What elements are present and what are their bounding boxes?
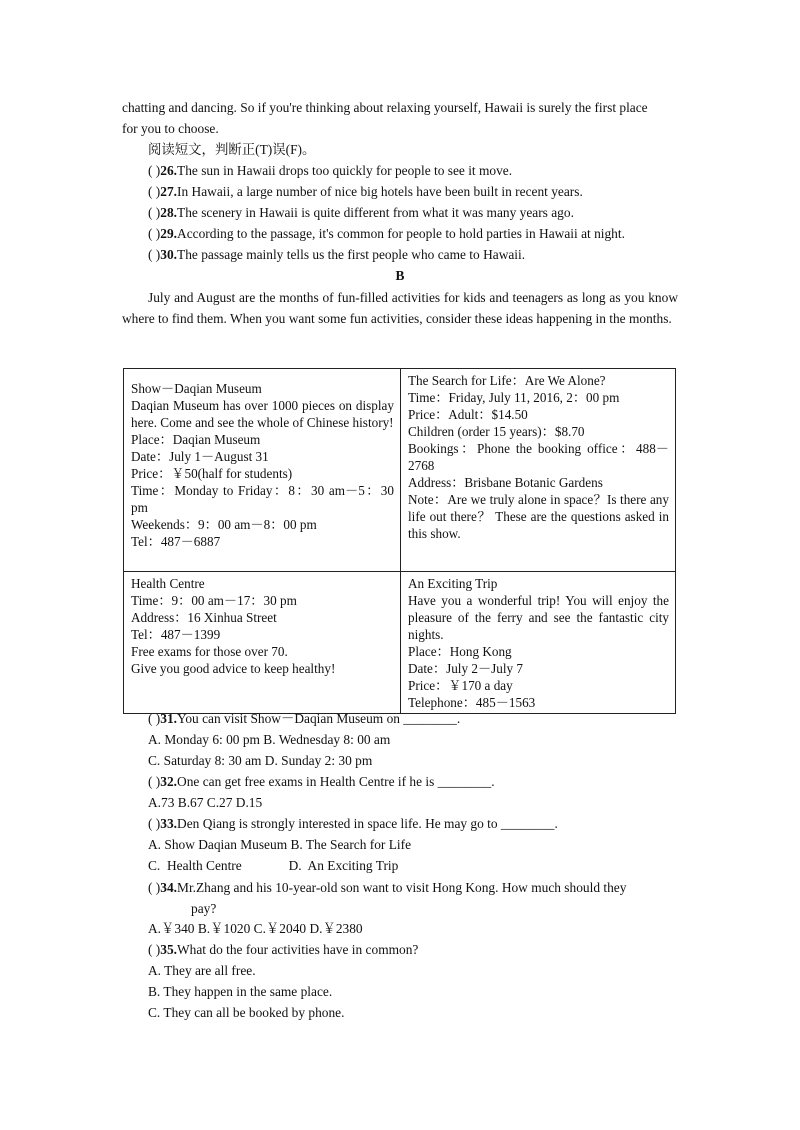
mc-question-32 xyxy=(148,772,495,792)
ad-exams: Free exams for those over 70. xyxy=(131,644,288,659)
ad-price: Price：￥170 a day xyxy=(408,678,513,693)
ad-tel: Tel：487－1399 xyxy=(131,627,221,642)
mc-option-35-b: B. They happen in the same place. xyxy=(148,984,333,999)
tf-question-26 xyxy=(148,161,512,181)
intro-line-1: chatting and dancing. So if you're thinking about relaxing yourself, Hawaii is surely the first place xyxy=(122,100,648,115)
mc-options-31-ab: A. Monday 6: 00 pm B. Wednesday 8: 00 am xyxy=(148,732,391,747)
ad-exciting-trip xyxy=(401,572,676,714)
answer-blank[interactable]: ( ) xyxy=(148,163,161,178)
tf-question-29 xyxy=(148,224,625,244)
intro-line-2: for you to choose. xyxy=(122,121,219,136)
section-b-passage: July and August are the months of fun-filled activities for kids and teenagers as long as you know where to find them. When you want some fun activities, consider these ideas happening in the months. xyxy=(122,290,678,326)
question-text: What do the four activities have in common? xyxy=(177,942,419,957)
question-text: Mr.Zhang and his 10-year-old son want to visit Hong Kong. How much should they xyxy=(177,880,627,895)
mc-question-34 xyxy=(148,877,678,919)
ad-tel: Tel：487－6887 xyxy=(131,534,221,549)
ad-price: Price：Adult：$14.50 xyxy=(408,407,528,422)
ad-health-centre xyxy=(124,572,401,714)
tf-instruction: 阅读短文，判断正(T)误(F)。 xyxy=(148,142,316,157)
mc-question-33 xyxy=(148,814,558,834)
question-text: Den Qiang is strongly interested in space life. He may go to ________. xyxy=(177,816,558,831)
question-text: The passage mainly tells us the first people who came to Hawaii. xyxy=(177,247,526,262)
answer-blank[interactable]: ( ) xyxy=(148,247,161,262)
ad-bookings: Bookings：Phone the booking office：488－2768 xyxy=(408,441,669,473)
question-number: 34. xyxy=(160,880,178,895)
ad-time: Time：Monday to Friday：8：30 am－5：30 pm xyxy=(131,483,394,515)
answer-blank[interactable]: ( ) xyxy=(148,226,161,241)
ad-title: Health Centre xyxy=(131,576,205,591)
question-number: 33. xyxy=(160,816,178,831)
mc-options-33-ab: A. Show Daqian Museum B. The Search for Life xyxy=(148,837,412,852)
question-text: According to the passage, it's common for people to hold parties in Hawaii at night. xyxy=(177,226,625,241)
ad-date: Date：July 1－August 31 xyxy=(131,449,269,464)
question-text: In Hawaii, a large number of nice big hotels have been built in recent years. xyxy=(177,184,583,199)
ad-note: Note：Are we truly alone in space？Is there any life out there？ These are the questions asked in this show. xyxy=(408,492,669,541)
mc-option-35-a: A. They are all free. xyxy=(148,963,256,978)
answer-blank[interactable]: ( ) xyxy=(148,942,161,957)
question-number: 31. xyxy=(160,711,178,726)
mc-question-35 xyxy=(148,940,418,960)
question-text-continued: pay? xyxy=(191,901,217,916)
answer-blank[interactable]: ( ) xyxy=(148,880,161,895)
question-number: 27. xyxy=(160,184,178,199)
ad-address: Address：Brisbane Botanic Gardens xyxy=(408,475,603,490)
ad-place: Place：Hong Kong xyxy=(408,644,512,659)
ad-weekends: Weekends：9：00 am－8：00 pm xyxy=(131,517,317,532)
ad-advice: Give you good advice to keep healthy! xyxy=(131,661,336,676)
mc-options-32: A.73 B.67 C.27 D.15 xyxy=(148,795,263,810)
mc-question-31 xyxy=(148,709,460,729)
ad-search-for-life xyxy=(401,369,676,572)
answer-blank[interactable]: ( ) xyxy=(148,816,161,831)
tf-question-27 xyxy=(148,182,583,202)
question-text: One can get free exams in Health Centre if he is ________. xyxy=(177,774,495,789)
question-text: The scenery in Hawaii is quite different from what it was many years ago. xyxy=(177,205,574,220)
mc-option-35-c: C. They can all be booked by phone. xyxy=(148,1005,345,1020)
mc-options-33-cd: C. Health Centre D. An Exciting Trip xyxy=(148,858,399,873)
activities-table xyxy=(123,368,676,714)
answer-blank[interactable]: ( ) xyxy=(148,711,161,726)
ad-description: Have you a wonderful trip! You will enjoy the pleasure of the ferry and see the fantastic city nights. xyxy=(408,593,669,642)
question-text: The sun in Hawaii drops too quickly for people to see it move. xyxy=(177,163,513,178)
mc-options-34: A.￥340 B.￥1020 C.￥2040 D.￥2380 xyxy=(148,921,363,936)
ad-time: Time：Friday, July 11, 2016, 2：00 pm xyxy=(408,390,620,405)
ad-show-daqian xyxy=(124,369,401,572)
tf-question-28 xyxy=(148,203,574,223)
section-heading-b: B xyxy=(395,268,405,283)
question-text: You can visit Show－Daqian Museum on ________. xyxy=(177,711,461,726)
ad-title: Show－Daqian Museum xyxy=(131,381,262,396)
ad-price: Price：￥50(half for students) xyxy=(131,466,293,481)
mc-options-31-cd: C. Saturday 8: 30 am D. Sunday 2: 30 pm xyxy=(148,753,373,768)
question-number: 26. xyxy=(160,163,178,178)
question-number: 28. xyxy=(160,205,178,220)
question-number: 30. xyxy=(160,247,178,262)
ad-address: Address：16 Xinhua Street xyxy=(131,610,277,625)
tf-question-30 xyxy=(148,245,525,265)
question-number: 29. xyxy=(160,226,178,241)
ad-children-price: Children (order 15 years)：$8.70 xyxy=(408,424,585,439)
ad-description: Daqian Museum has over 1000 pieces on display here. Come and see the whole of Chinese history! xyxy=(131,398,394,430)
question-number: 35. xyxy=(160,942,178,957)
answer-blank[interactable]: ( ) xyxy=(148,184,161,199)
ad-place: Place：Daqian Museum xyxy=(131,432,261,447)
answer-blank[interactable]: ( ) xyxy=(148,774,161,789)
ad-title: An Exciting Trip xyxy=(408,576,498,591)
question-number: 32. xyxy=(160,774,178,789)
ad-telephone: Telephone：485－1563 xyxy=(408,695,536,710)
ad-time: Time：9：00 am－17：30 pm xyxy=(131,593,297,608)
ad-title: The Search for Life：Are We Alone? xyxy=(408,373,606,388)
answer-blank[interactable]: ( ) xyxy=(148,205,161,220)
ad-date: Date：July 2－July 7 xyxy=(408,661,524,676)
